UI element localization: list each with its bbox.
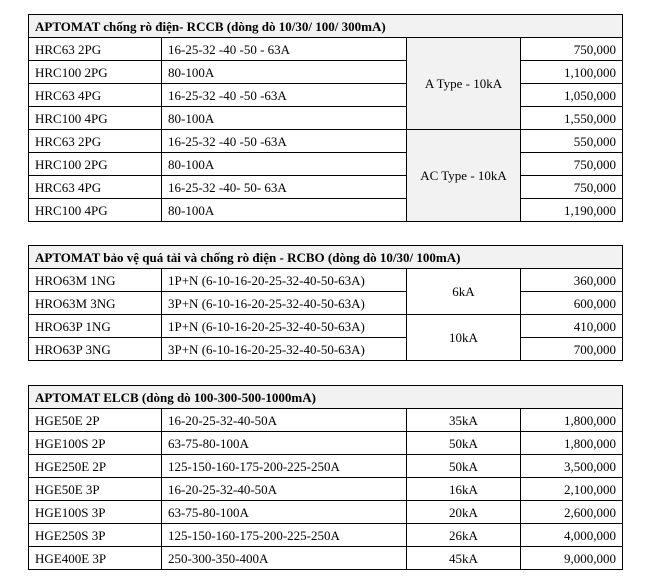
spec-cell: 16-25-32 -40 -50 - 63A bbox=[162, 38, 407, 61]
spec-cell: 16-25-32 -40 -50 -63A bbox=[162, 130, 407, 153]
type-group-cell: A Type - 10kA bbox=[407, 38, 521, 130]
section-title: APTOMAT chống rò điện- RCCB (dòng dò 10/30/ 100/ 300mA) bbox=[29, 15, 623, 38]
table-row bbox=[29, 524, 623, 547]
table-row bbox=[29, 455, 623, 478]
price-cell: 4,000,000 bbox=[521, 524, 623, 547]
price-cell: 1,550,000 bbox=[521, 107, 623, 130]
price-cell: 600,000 bbox=[521, 292, 623, 315]
spec-cell: 63-75-80-100A bbox=[162, 432, 407, 455]
rating-cell: 35kA bbox=[407, 409, 521, 432]
rating-cell: 16kA bbox=[407, 478, 521, 501]
rating-cell: 50kA bbox=[407, 455, 521, 478]
price-cell: 9,000,000 bbox=[521, 547, 623, 570]
spec-cell: 80-100A bbox=[162, 107, 407, 130]
rating-cell: 26kA bbox=[407, 524, 521, 547]
table-row bbox=[29, 292, 623, 315]
rating-cell: 20kA bbox=[407, 501, 521, 524]
model-cell: HGE50E 2P bbox=[29, 409, 162, 432]
table-row bbox=[29, 153, 623, 176]
spec-cell: 16-25-32 -40- 50- 63A bbox=[162, 176, 407, 199]
price-cell: 750,000 bbox=[521, 153, 623, 176]
table-row bbox=[29, 38, 623, 61]
table-row bbox=[29, 107, 623, 130]
spec-cell: 3P+N (6-10-16-20-25-32-40-50-63A) bbox=[162, 292, 407, 315]
table-row bbox=[29, 84, 623, 107]
section-title: APTOMAT ELCB (dòng dò 100-300-500-1000mA) bbox=[29, 386, 623, 409]
price-cell: 1,100,000 bbox=[521, 61, 623, 84]
spec-cell: 3P+N (6-10-16-20-25-32-40-50-63A) bbox=[162, 338, 407, 361]
table-row bbox=[29, 478, 623, 501]
model-cell: HRC100 2PG bbox=[29, 61, 162, 84]
rating-cell: 50kA bbox=[407, 432, 521, 455]
spec-cell: 1P+N (6-10-16-20-25-32-40-50-63A) bbox=[162, 269, 407, 292]
model-cell: HRC100 4PG bbox=[29, 107, 162, 130]
table-row bbox=[29, 199, 623, 222]
model-cell: HGE250E 2P bbox=[29, 455, 162, 478]
rcbo-price-table bbox=[28, 245, 623, 361]
price-cell: 750,000 bbox=[521, 176, 623, 199]
model-cell: HRO63P 3NG bbox=[29, 338, 162, 361]
table-row bbox=[29, 61, 623, 84]
elcb-price-table bbox=[28, 385, 623, 570]
table-row bbox=[29, 176, 623, 199]
breaking-capacity-cell: 6kA bbox=[407, 269, 521, 315]
spec-cell: 125-150-160-175-200-225-250A bbox=[162, 524, 407, 547]
spec-cell: 80-100A bbox=[162, 199, 407, 222]
spec-cell: 1P+N (6-10-16-20-25-32-40-50-63A) bbox=[162, 315, 407, 338]
price-cell: 550,000 bbox=[521, 130, 623, 153]
price-cell: 2,100,000 bbox=[521, 478, 623, 501]
model-cell: HRC63 2PG bbox=[29, 130, 162, 153]
spec-cell: 16-25-32 -40 -50 -63A bbox=[162, 84, 407, 107]
model-cell: HRO63P 1NG bbox=[29, 315, 162, 338]
price-cell: 360,000 bbox=[521, 269, 623, 292]
breaking-capacity-cell: 10kA bbox=[407, 315, 521, 361]
model-cell: HRC100 4PG bbox=[29, 199, 162, 222]
model-cell: HGE100S 3P bbox=[29, 501, 162, 524]
spec-cell: 80-100A bbox=[162, 61, 407, 84]
table-row bbox=[29, 432, 623, 455]
price-cell: 1,800,000 bbox=[521, 432, 623, 455]
price-cell: 750,000 bbox=[521, 38, 623, 61]
table-row bbox=[29, 315, 623, 338]
spec-cell: 63-75-80-100A bbox=[162, 501, 407, 524]
type-group-cell: AC Type - 10kA bbox=[407, 130, 521, 222]
model-cell: HRC63 4PG bbox=[29, 84, 162, 107]
price-cell: 1,190,000 bbox=[521, 199, 623, 222]
table-row bbox=[29, 338, 623, 361]
spec-cell: 16-20-25-32-40-50A bbox=[162, 478, 407, 501]
model-cell: HGE50E 3P bbox=[29, 478, 162, 501]
model-cell: HGE100S 2P bbox=[29, 432, 162, 455]
price-cell: 1,050,000 bbox=[521, 84, 623, 107]
model-cell: HRC63 4PG bbox=[29, 176, 162, 199]
spec-cell: 16-20-25-32-40-50A bbox=[162, 409, 407, 432]
rccb-price-table bbox=[28, 14, 623, 222]
model-cell: HGE400E 3P bbox=[29, 547, 162, 570]
table-row bbox=[29, 501, 623, 524]
model-cell: HRO63M 3NG bbox=[29, 292, 162, 315]
model-cell: HRC63 2PG bbox=[29, 38, 162, 61]
price-cell: 700,000 bbox=[521, 338, 623, 361]
table-row bbox=[29, 547, 623, 570]
table-row bbox=[29, 130, 623, 153]
model-cell: HRC100 2PG bbox=[29, 153, 162, 176]
rating-cell: 45kA bbox=[407, 547, 521, 570]
model-cell: HRO63M 1NG bbox=[29, 269, 162, 292]
spec-cell: 250-300-350-400A bbox=[162, 547, 407, 570]
price-cell: 410,000 bbox=[521, 315, 623, 338]
spec-cell: 80-100A bbox=[162, 153, 407, 176]
spec-cell: 125-150-160-175-200-225-250A bbox=[162, 455, 407, 478]
table-row bbox=[29, 269, 623, 292]
price-cell: 2,600,000 bbox=[521, 501, 623, 524]
model-cell: HGE250S 3P bbox=[29, 524, 162, 547]
section-title: APTOMAT bảo vệ quá tải và chống rò điện - RCBO (dòng dò 10/30/ 100mA) bbox=[29, 246, 623, 269]
table-row bbox=[29, 409, 623, 432]
price-cell: 3,500,000 bbox=[521, 455, 623, 478]
price-cell: 1,800,000 bbox=[521, 409, 623, 432]
